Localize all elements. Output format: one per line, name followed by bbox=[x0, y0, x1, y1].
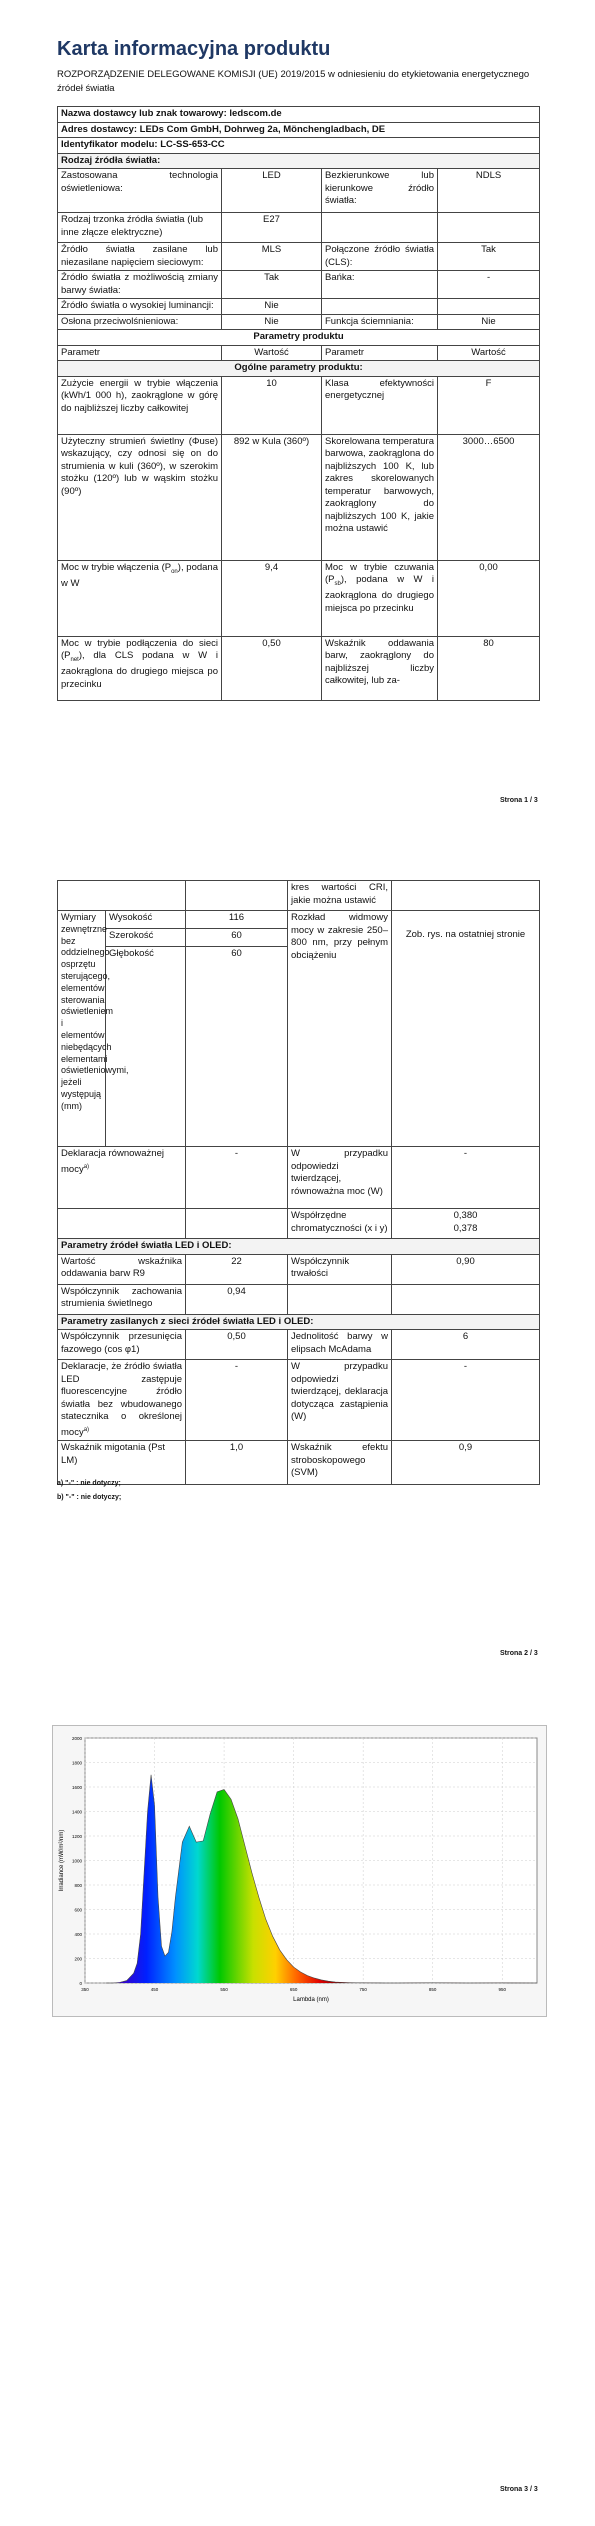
model-id: Identyfikator modelu: LC-SS-653-CC bbox=[58, 138, 540, 154]
tech-value: LED bbox=[222, 169, 322, 213]
y-tick-label: 1200 bbox=[71, 1834, 82, 1839]
shield-label: Osłona przeciwolśnieniowa: bbox=[58, 314, 222, 330]
cct-value: 3000…6500 bbox=[438, 434, 540, 560]
shield-value: Nie bbox=[222, 314, 322, 330]
mains-label: Źródło światła zasilane lub niezasilane napięciem sieciowym: bbox=[58, 243, 222, 271]
page-1 bbox=[0, 0, 595, 804]
chroma-label: Współrzędne chromatyczności (x i y) bbox=[288, 1209, 392, 1239]
width-label: Szerokość bbox=[106, 929, 186, 947]
y-tick-label: 0 bbox=[79, 1981, 82, 1986]
dimmable-label: Funkcja ściemniania: bbox=[322, 314, 438, 330]
y-tick-label: 1000 bbox=[71, 1858, 82, 1864]
page-title: Karta informacyjna produktu bbox=[57, 38, 331, 60]
product-info-table-cont bbox=[57, 880, 540, 1485]
cap-label: Rodzaj trzonka źródła światła (lub inne złącze elektryczne) bbox=[58, 213, 222, 243]
envelope-label: Bańka: bbox=[322, 271, 438, 299]
energy-label: Zużycie energii w trybie włączenia (kWh/1 000 h), zaokrąglone w górę do najbliższej liczby całkowitej bbox=[58, 376, 222, 434]
lumen-maint-label: Współczynnik zachowania strumienia świetlnego bbox=[58, 1284, 186, 1314]
pon-value: 9,4 bbox=[222, 560, 322, 636]
col-param-1: Parametr bbox=[58, 345, 222, 361]
pf-label: Współczynnik przesunięcia fazowego (cos φ1) bbox=[58, 1330, 186, 1360]
equiv-resp-value: - bbox=[392, 1147, 540, 1209]
cri-label: Wskaźnik oddawania barw, zaokrąglony do najbliższej liczby całkowitej, lub za- bbox=[322, 636, 438, 700]
cap-value: E27 bbox=[222, 213, 322, 243]
led-params-heading: Parametry źródeł światła LED i OLED: bbox=[58, 1239, 540, 1255]
x-tick-label: 950 bbox=[498, 1987, 506, 1992]
x-tick-label: 650 bbox=[289, 1987, 298, 1992]
col-param-2: Parametr bbox=[322, 345, 438, 361]
psb-label: Moc w trybie czuwania $(P_{sb})$, podana w W i zaokrąglona do drugiego miejsca po przecinku bbox=[322, 560, 438, 636]
y-tick-label: 1600 bbox=[71, 1785, 82, 1790]
footnote-a: a) "-" : nie dotyczy; bbox=[57, 1480, 121, 1487]
directional-value: NDLS bbox=[438, 169, 540, 213]
height-label: Wysokość bbox=[106, 911, 186, 929]
col-value-1: Wartość bbox=[222, 345, 322, 361]
dimmable-value: Nie bbox=[438, 314, 540, 330]
depth-label: Głębokość bbox=[106, 947, 186, 1147]
x-tick-label: 550 bbox=[220, 1987, 228, 1992]
svm-value: 0,9 bbox=[392, 1441, 540, 1485]
pf-value: 0,50 bbox=[186, 1330, 288, 1360]
equiv-label: Deklaracja równoważnej mocy$^{a)}$ bbox=[58, 1147, 186, 1209]
replace-label: Deklaracje, że źródło światła LED zastępuje fluorescencyjne źródło światła bez wbudowanego statecznika o określonej mocy$^{a)}$ bbox=[58, 1360, 186, 1441]
x-tick-label: 850 bbox=[428, 1987, 437, 1992]
height-value: 116 bbox=[186, 911, 288, 929]
cap-empty-label bbox=[322, 213, 438, 243]
replace-value: - bbox=[186, 1360, 288, 1441]
psb-value: 0,00 bbox=[438, 560, 540, 636]
pnet-label: Moc w trybie podłączenia do sieci $(P_{net})$, dla CLS podana w W i zaokrąglona do drugiego miejsca po przecinku bbox=[58, 636, 222, 700]
high-lum-label: Źródło światła o wysokiej luminancji: bbox=[58, 299, 222, 315]
equiv-value: - bbox=[186, 1147, 288, 1209]
regulation-text: ROZPORZĄDZENIE DELEGOWANE KOMISJI (UE) 2019/2015 w odniesieniu do etykietowania energetycznego źródeł światła bbox=[57, 69, 530, 94]
survival-label: Współczynnik trwałości bbox=[288, 1254, 392, 1284]
spd-label: Rozkład widmowy mocy w zakresie 250–800 nm, przy pełnym obciążeniu bbox=[288, 911, 392, 1147]
page-number: Strona 3 / 3 bbox=[500, 2486, 538, 2493]
y-tick-label: 800 bbox=[74, 1883, 82, 1888]
survival-value: 0,90 bbox=[392, 1254, 540, 1284]
x-tick-label: 450 bbox=[150, 1987, 159, 1992]
y-axis-label: Irradiance (mW/m²/nm) bbox=[59, 1829, 65, 1892]
y-tick-label: 600 bbox=[74, 1907, 82, 1913]
cri-label-cont: kres wartości CRI, jakie można ustawić bbox=[288, 881, 392, 911]
macadam-value: 6 bbox=[392, 1330, 540, 1360]
page-2 bbox=[0, 880, 595, 1660]
replace-resp-value: - bbox=[392, 1360, 540, 1441]
cct-label: Skorelowana temperatura barwowa, zaokrąglona do najbliższych 100 K, lub zakres skorelowanych temperatur barwowych, zaokrąglony do najbliższych 100 K, jakie można ustawić bbox=[322, 434, 438, 560]
energy-value: 10 bbox=[222, 376, 322, 434]
mains-value: MLS bbox=[222, 243, 322, 271]
high-lum-value: Nie bbox=[222, 299, 322, 315]
product-params-heading: Parametry produktu bbox=[58, 330, 540, 346]
tunable-label: Źródło światła z możliwością zmiany barwy światła: bbox=[58, 271, 222, 299]
envelope-value: - bbox=[438, 271, 540, 299]
product-info-table bbox=[57, 106, 540, 701]
cap-empty-value bbox=[438, 213, 540, 243]
general-params-heading: Ogólne parametry produktu: bbox=[58, 361, 540, 377]
y-tick-label: 2000 bbox=[71, 1736, 82, 1741]
y-tick-label: 200 bbox=[74, 1956, 82, 1962]
y-tick-label: 1400 bbox=[71, 1809, 82, 1815]
y-tick-label: 400 bbox=[74, 1932, 82, 1937]
light-source-type-heading: Rodzaj źródła światła: bbox=[58, 153, 540, 169]
footnote-b: b) "-" : nie dotyczy; bbox=[57, 1494, 122, 1501]
chroma-values bbox=[392, 1209, 540, 1239]
y-tick-label: 1800 bbox=[71, 1760, 82, 1766]
directional-label: Bezkierunkowe lub kierunkowe źródło światła: bbox=[322, 169, 438, 213]
connected-value: Tak bbox=[438, 243, 540, 271]
col-value-2: Wartość bbox=[438, 345, 540, 361]
equiv-resp-label: W przypadku odpowiedzi twierdzącej, równoważna moc (W) bbox=[288, 1147, 392, 1209]
flicker-value: 1,0 bbox=[186, 1441, 288, 1485]
depth-value: 60 bbox=[186, 947, 288, 1147]
x-tick-label: 750 bbox=[359, 1987, 367, 1992]
flicker-label: Wskaźnik migotania (Pst LM) bbox=[58, 1441, 186, 1485]
lumen-maint-value: 0,94 bbox=[186, 1284, 288, 1314]
page-number: Strona 2 / 3 bbox=[500, 1650, 538, 1657]
pon-label: Moc w trybie włączenia $(P_{on})$, podana w W bbox=[58, 560, 222, 636]
x-axis-label: Lambda (nm) bbox=[293, 1997, 329, 2003]
pnet-value: 0,50 bbox=[222, 636, 322, 700]
spd-value: Zob. rys. na ostatniej stronie bbox=[392, 911, 540, 1147]
spectrum-chart-frame bbox=[52, 1725, 547, 2017]
flux-value: 892 w Kula (360º) bbox=[222, 434, 322, 560]
flux-label: Użyteczny strumień świetlny (Φuse) wskazujący, czy odnosi się on do strumienia w kuli (360º), w szerokim stożku (120º) lub w wąskim stożku (90º) bbox=[58, 434, 222, 560]
page-number: Strona 1 / 3 bbox=[500, 797, 538, 804]
efficiency-label: Klasa efektywności energetycznej bbox=[322, 376, 438, 434]
tunable-value: Tak bbox=[222, 271, 322, 299]
tech-label: Zastosowana technologia oświetleniowa: bbox=[58, 169, 222, 213]
replace-resp-label: W przypadku odpowiedzi twierdzącej, deklaracja dotycząca zastąpienia (W) bbox=[288, 1360, 392, 1441]
spectrum-chart bbox=[53, 1726, 546, 2016]
macadam-label: Jednolitość barwy w elipsach McAdama bbox=[288, 1330, 392, 1360]
connected-label: Połączone źródło światła (CLS): bbox=[322, 243, 438, 271]
r9-label: Wartość wskaźnika oddawania barw R9 bbox=[58, 1254, 186, 1284]
chroma-x: 0,380 bbox=[453, 1210, 478, 1221]
supplier-address: Adres dostawcy: LEDs Com GmbH, Dohrweg 2a, Mönchengladbach, DE bbox=[58, 122, 540, 138]
cri-value: 80 bbox=[438, 636, 540, 700]
x-tick-label: 350 bbox=[81, 1987, 89, 1992]
dims-label: Wymiary zewnętrzne bez oddzielnego osprzętu sterującego, elementów sterowania oświetleniem i elementów niebędących elementami oświetleniowymi, jeżeli występują (mm) bbox=[58, 911, 106, 1147]
supplier-name: Nazwa dostawcy lub znak towarowy: ledscom.de bbox=[58, 107, 540, 123]
efficiency-value: F bbox=[438, 376, 540, 434]
r9-value: 22 bbox=[186, 1254, 288, 1284]
width-value: 60 bbox=[186, 929, 288, 947]
svm-label: Wskaźnik efektu stroboskopowego (SVM) bbox=[288, 1441, 392, 1485]
chroma-y: 0,378 bbox=[453, 1222, 478, 1234]
mains-params-heading: Parametry zasilanych z sieci źródeł światła LED i OLED: bbox=[58, 1314, 540, 1330]
